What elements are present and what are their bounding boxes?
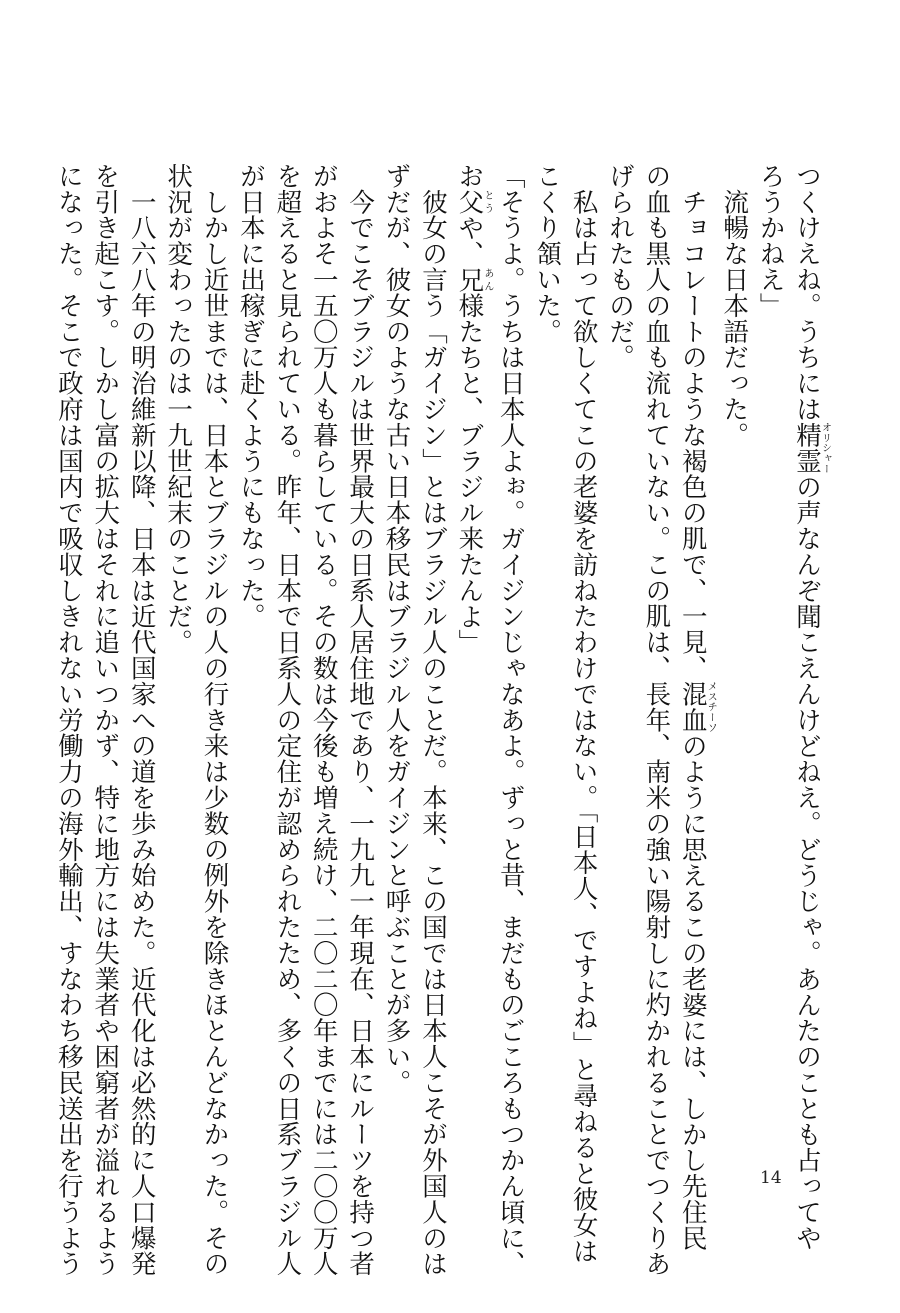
text-segment: の血も黒人の血も流れていない。この肌は、長年、南米の強い陽射しに灼かれることでつくりあ [641,163,672,1277]
text-line [492,163,528,1277]
page-number: 14 [760,1168,782,1188]
ruby-base: 混血 [677,681,708,733]
text-line [342,163,378,1277]
ruby-reading: あん [481,266,493,293]
text-line [160,163,196,1153]
text-line [789,163,831,1251]
ruby-reading: とう [481,188,493,215]
text-line [269,163,305,1277]
text-line [602,163,638,1153]
ruby-annotated-word [677,681,717,733]
text-segment: になった。そこで政府は国内で吸収しきれない労働力の海外輸出、すなわち移民送出を行うよう [53,163,84,1277]
text-segment: の声なんぞ聞こえんけどねえ。どうじゃ。あんたのことも占ってや [792,473,822,1251]
text-segment: 様たちと、ブラジル来たんよ」 [454,292,485,656]
text-segment: を超えると見られている。昨年、日本で日系人の定住が認められたため、多くの日系ブラジル人 [272,163,303,1277]
text-line [87,163,123,1277]
text-line [674,163,717,1251]
text-line [196,163,232,1277]
text-segment: が日本に出稼ぎに赴くようにもなった。 [235,163,266,630]
text-line [378,163,414,1153]
text-segment: お [454,163,485,189]
text-segment: げられたものだ。 [604,163,635,371]
text-line [451,163,492,1153]
text-segment: を引き起こす。しかし富の拡大はそれに追いつかず、特に地方には失業者や困窮者が溢れるよう [90,163,121,1277]
ruby-reading: オリシャー [819,422,831,474]
text-segment: 私は占って欲しくてこの老婆を訪ねたわけではない。「日本人、ですよね」と尋ねると彼女は [568,163,599,1264]
ruby-annotated-word [792,422,831,474]
text-segment: 今でこそブラジルは世界最大の日系人居住地であり、一九九一年現在、日本にルーツを持つ者 [345,163,376,1277]
text-line [565,163,601,1264]
text-line [529,163,565,1153]
text-line [415,163,451,1277]
text-line [716,163,752,1153]
ruby-base: 兄 [454,266,485,293]
text-line [752,163,788,1153]
text-line [123,163,159,1277]
text-segment: 流暢な日本語だった。 [719,163,750,448]
text-line [305,163,341,1277]
text-segment: しかし近世までは、日本とブラジルの人の行き来は少数の例外を除きほとんどなかった。その [199,163,230,1277]
text-line [50,163,86,1277]
ruby-base: 精霊 [792,422,822,474]
text-segment: 一八六八年の明治維新以降、日本は近代国家への道を歩み始めた。近代化は必然的に人口爆発 [126,163,157,1277]
ruby-base: 父 [454,188,485,215]
ruby-annotated-word [454,266,493,293]
text-segment: 「そうよ。うちは日本人よぉ。ガイジンじゃなあよ。ずっと昔、まだものごころもつかん頃に、 [495,163,526,1277]
text-segment: チョコレートのような褐色の肌で、一見、 [677,163,708,681]
text-segment: 状況が変わったのは一九世紀末のことだ。 [163,163,194,656]
text-segment: ろうかねえ」 [755,163,786,319]
text-line [233,163,269,1153]
text-segment: こくり頷いた。 [532,163,563,345]
text-segment: ずだが、彼女のような古い日本移民はブラジル人をガイジンと呼ぶことが多い。 [381,163,412,1096]
text-segment: や、 [454,214,485,267]
text-segment: 彼女の言う「ガイジン」とはブラジル人のことだ。本来、この国では日本人こそが外国人のは [417,163,448,1277]
text-segment: のように思えるこの老婆には、しかし先住民 [677,732,708,1251]
ruby-annotated-word [454,188,493,215]
text-line [638,163,674,1277]
ruby-reading: メスチーソ [705,681,717,733]
text-segment: がおよそ一五〇万人も暮らしている。その数は今後も増え続け、二〇二〇年までには二〇〇万人 [308,163,339,1277]
text-segment: つくけえね。うちには [792,163,822,422]
